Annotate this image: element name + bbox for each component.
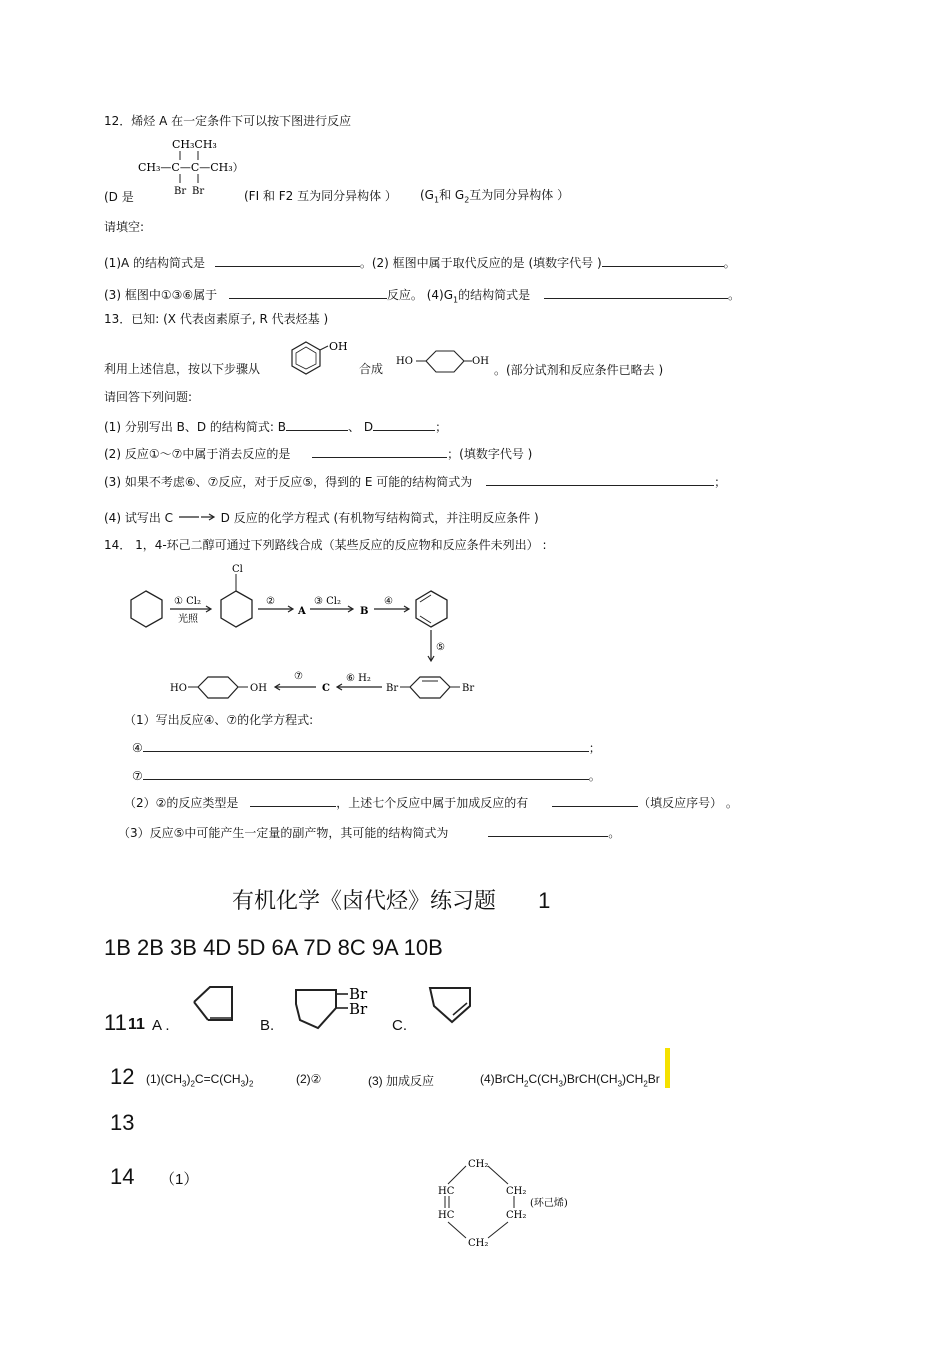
answer-blank[interactable]: [488, 825, 608, 837]
scheme-cl: Cl: [232, 564, 243, 575]
answer-11-num: 11: [104, 1010, 127, 1035]
scheme-br-right: Br: [462, 683, 475, 694]
q14-p3: （3）反应⑤中可能产生一定量的副产物，其可能的结构简式为 。: [118, 826, 621, 840]
diol-ho: HO: [396, 356, 413, 367]
struct-top: CH₃CH₃: [172, 138, 217, 151]
scheme-step6: ⑥ H₂: [346, 673, 371, 684]
ring-bot: CH₂: [468, 1238, 489, 1249]
answers-row1: 1B 2B 3B 4D 5D 6A 7D 8C 9A 10B: [104, 935, 443, 960]
q13-a2: (2) 反应①～⑦中属于消去反应的是 ；(填数字代号 ): [104, 447, 533, 461]
scheme-step7: ⑦: [294, 671, 303, 682]
q12-g-note: ($G_1$和 $G_2$互为同分异构体 ）: [420, 188, 570, 205]
answers-heading: 有机化学《卤代烃》练习题 1: [232, 888, 551, 914]
answer-blank[interactable]: [286, 419, 348, 431]
q13-line1b: 合成: [359, 362, 384, 376]
q13-a1: (1) 分别写出 B、D 的结构简式: B 、 D ；: [104, 420, 448, 434]
answer-12-num: 12: [110, 1064, 135, 1089]
answer-12-part2: (2)②: [296, 1072, 322, 1086]
ring-hc1: HC: [438, 1186, 455, 1197]
scheme-step5: ⑤: [436, 642, 445, 653]
answer-12-part3: (3) 加成反应: [368, 1074, 435, 1088]
answer-blank[interactable]: [373, 419, 435, 431]
answer-blank[interactable]: [143, 740, 589, 752]
q12-structure: [136, 136, 256, 198]
answer-14-num: 14: [110, 1164, 135, 1189]
struct-br1: Br: [174, 186, 187, 197]
cyclohexanediol-structure: [396, 346, 496, 380]
ring-ch2b: CH₂: [506, 1210, 527, 1221]
struct-main: CH₃—C—C—CH₃）: [138, 161, 244, 174]
answer-13-num: 13: [110, 1110, 135, 1135]
q12-d-label: (D 是: [104, 190, 134, 204]
ring-label: (环己烯): [530, 1198, 568, 1209]
phenol-oh: OH: [329, 340, 348, 353]
scheme-step3: ③ Cl₂: [314, 596, 342, 607]
ring-top: CH₂: [468, 1159, 489, 1170]
q13-a4: (4) 试写出 C D 反应的化学方程式 (有机物写结构简式，并注明反应条件 ): [104, 511, 539, 525]
answer-12-part1: $(1)(CH_3)_2C=C(CH_3)_2$: [146, 1072, 254, 1089]
answer-blank[interactable]: [250, 795, 336, 807]
answer-blank[interactable]: [215, 255, 360, 267]
answer-11b-br1: Br: [349, 985, 368, 1003]
phenol-structure: [288, 336, 358, 384]
q14-p1b: ⑦ 。: [132, 769, 601, 783]
ring-hc2: HC: [438, 1210, 455, 1221]
answer-blank[interactable]: [602, 255, 724, 267]
answer-blank[interactable]: [229, 287, 387, 299]
scheme-br-left: Br: [386, 683, 399, 694]
answer-11-num-b: 11: [128, 1016, 145, 1033]
answer-blank[interactable]: [312, 446, 447, 458]
answer-11b-br2: Br: [349, 1000, 368, 1018]
struct-br2: Br: [192, 186, 205, 197]
cyclohexene-structure: [436, 1154, 586, 1248]
answer-11a-structure: [188, 984, 238, 1026]
scheme-b: B: [360, 606, 369, 617]
answer-blank[interactable]: [544, 287, 728, 299]
answer-11b-structure: [292, 984, 374, 1036]
q14-p1a: ④ ；: [132, 741, 601, 755]
answer-11c-structure: [426, 984, 474, 1026]
highlight-mark: [665, 1048, 670, 1088]
scheme-a: A: [298, 606, 306, 617]
answer-blank[interactable]: [552, 795, 638, 807]
synthesis-scheme: [128, 560, 488, 700]
q14-p2: （2）②的反应类型是 ，上述七个反应中属于加成反应的有 （填反应序号） 。: [124, 796, 738, 810]
q13-line1c: 。(部分试剂和反应条件已略去 ): [494, 363, 664, 377]
scheme-step1-cond: 光照: [178, 614, 198, 625]
answer-12-part4: $(4)BrCH_2C(CH_3)BrCH(CH_3)CH_2Br$: [480, 1072, 660, 1089]
answer-14-part1: （1）: [160, 1171, 199, 1188]
scheme-c: C: [322, 683, 330, 694]
scheme-ho: HO: [170, 683, 187, 694]
scheme-step2: ②: [266, 596, 275, 607]
q14-p1: （1）写出反应④、⑦的化学方程式:: [124, 713, 314, 727]
q12-q1: (1)A 的结构简式是 。(2) 框图中属于取代反应的是 (填数字代号 ) 。: [104, 256, 736, 270]
q13-ask: 请回答下列问题:: [104, 390, 193, 404]
answer-11a-label: A .: [152, 1017, 170, 1034]
q13-line1a: 利用上述信息，按以下步骤从: [104, 362, 261, 376]
q14-title: 14． 1，4-环己二醇可通过下列路线合成（某些反应的反应物和反应条件未列出） :: [104, 538, 547, 552]
scheme-step4: ④: [384, 596, 393, 607]
q13-known: 13．已知: (X 代表卤素原子, R 代表烃基 ): [104, 312, 329, 326]
q12-f-note: (FI 和 F2 互为同分异构体 ）: [244, 189, 397, 203]
q12-intro: 12．烯烃 A 在一定条件下可以按下图进行反应: [104, 114, 352, 128]
q13-a3: (3) 如果不考虑⑥、⑦反应，对于反应⑤，得到的 E 可能的结构简式为 ；: [104, 475, 727, 489]
answer-blank[interactable]: [143, 768, 589, 780]
answer-11b-label: B.: [260, 1017, 275, 1034]
answer-11c-label: C.: [392, 1017, 407, 1034]
arrow-icon: [177, 513, 217, 525]
ring-ch2a: CH₂: [506, 1186, 527, 1197]
answer-blank[interactable]: [486, 474, 714, 486]
q12-fill-label: 请填空:: [104, 220, 145, 234]
q12-q3: (3) 框图中①③⑥属于 反应。 $(4)G_1$的结构简式是 。: [104, 288, 740, 305]
diol-oh: OH: [472, 356, 489, 367]
scheme-step1: ① Cl₂: [174, 596, 202, 607]
scheme-oh: OH: [250, 683, 267, 694]
